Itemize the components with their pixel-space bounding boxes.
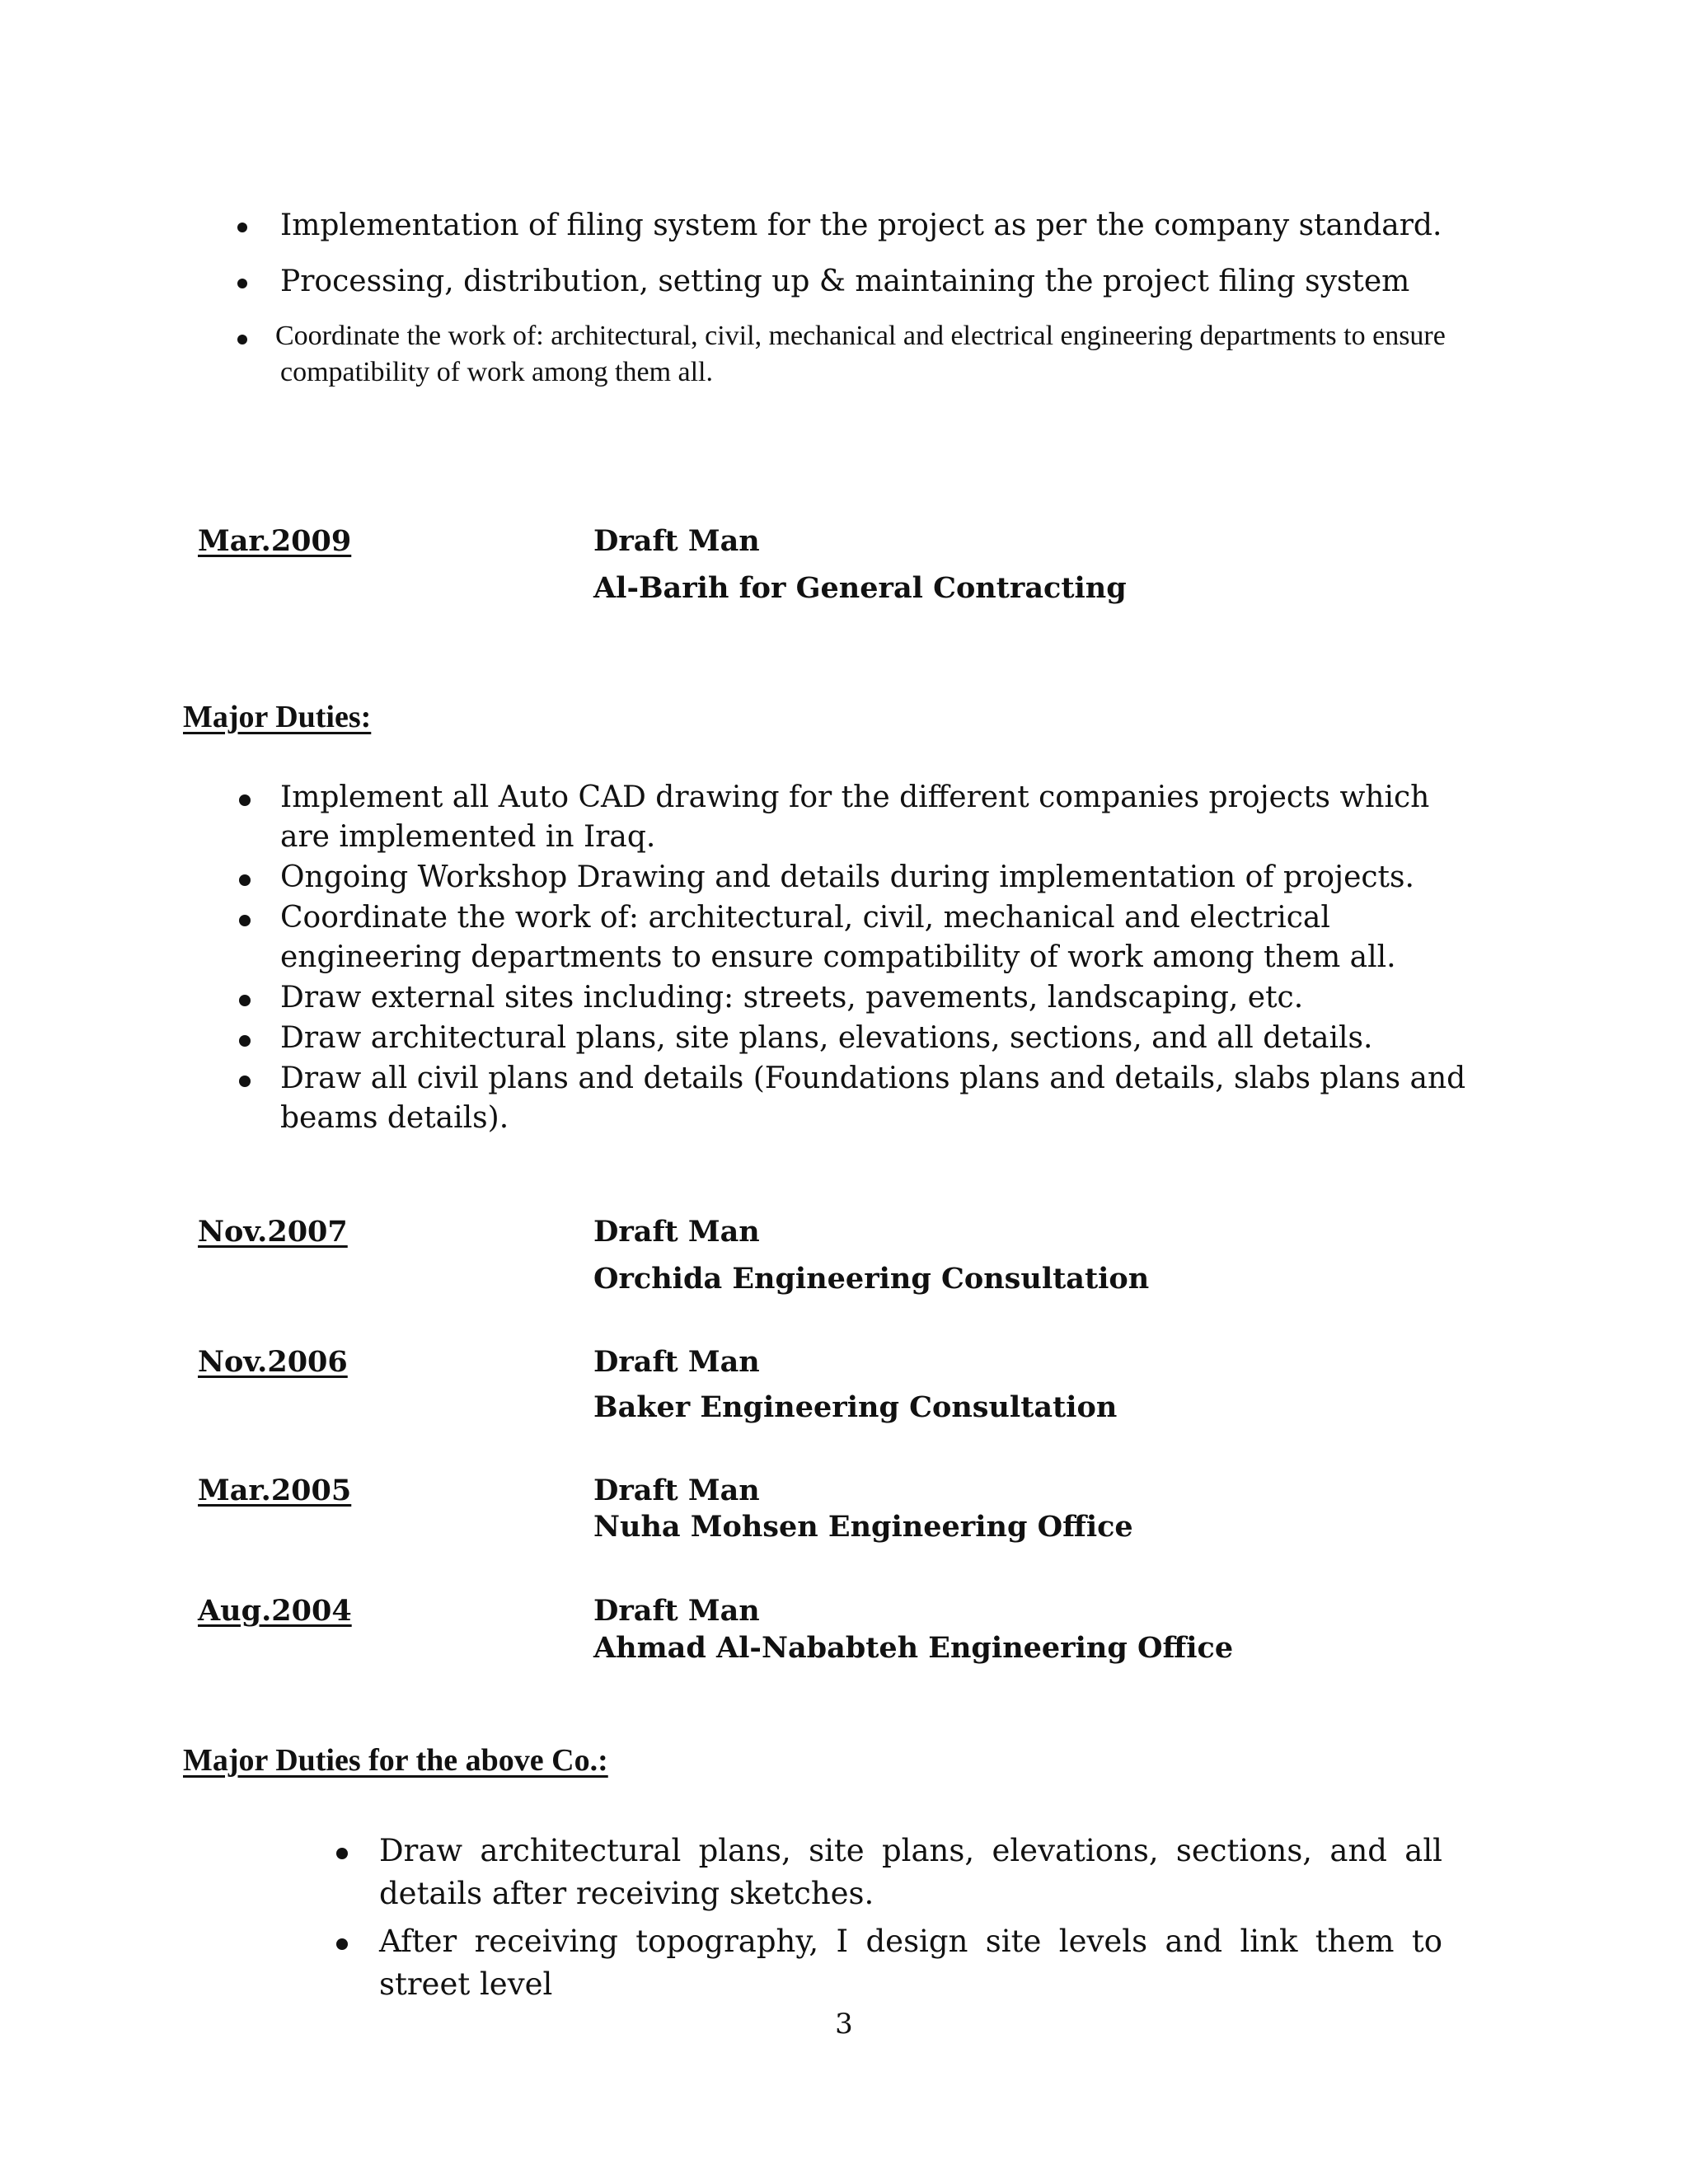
list-item bbox=[280, 206, 1467, 246]
job-date: Nov.2006 bbox=[198, 1345, 348, 1379]
bullet-icon bbox=[239, 995, 251, 1006]
major-duties-heading: Major Duties: bbox=[183, 700, 372, 734]
list-item-text: Coordinate the work of: architectural, civil, mechanical and electrical engineering departments to ensure compatibility of work among them all. bbox=[275, 321, 1446, 387]
list-item-text: Implementation of filing system for the project as per the company standard. bbox=[280, 209, 1442, 242]
job-company: Ahmad Al-Nababteh Engineering Office bbox=[593, 1631, 1234, 1665]
job-date: Nov.2007 bbox=[198, 1215, 348, 1249]
bullet-icon bbox=[239, 874, 251, 886]
job-title: Draft Man bbox=[593, 1474, 760, 1507]
job-title: Draft Man bbox=[593, 1215, 760, 1249]
list-item bbox=[280, 1059, 1467, 1138]
list-item bbox=[379, 1920, 1442, 2006]
top-bullet-list bbox=[275, 206, 1467, 407]
list-item-text: Draw architectural plans, site plans, elevations, sections, and all details. bbox=[280, 1021, 1373, 1055]
list-item-text: Ongoing Workshop Drawing and details during implementation of projects. bbox=[280, 860, 1414, 894]
list-item bbox=[280, 778, 1467, 857]
list-item bbox=[379, 1830, 1442, 1915]
list-item-text: Draw architectural plans, site plans, elevations, sections, and all details after receiving sketches. bbox=[379, 1833, 1442, 1911]
above-duties-list bbox=[379, 1830, 1442, 2011]
job-title: Draft Man bbox=[593, 524, 760, 558]
list-item bbox=[280, 898, 1467, 977]
list-item-text: Implement all Auto CAD drawing for the different companies projects which are implemented in Iraq. bbox=[280, 780, 1430, 854]
list-item-text: Coordinate the work of: architectural, civil, mechanical and electrical engineering departments to ensure compatibility of work among them all. bbox=[280, 901, 1396, 974]
bullet-icon bbox=[239, 1035, 251, 1047]
bullet-icon bbox=[237, 279, 247, 288]
job-company: Nuha Mohsen Engineering Office bbox=[593, 1510, 1133, 1544]
list-item-text: Draw all civil plans and details (Foundations plans and details, slabs plans and beams details). bbox=[280, 1062, 1466, 1135]
bullet-icon bbox=[239, 1076, 251, 1087]
bullet-icon bbox=[239, 794, 251, 806]
job-company: Orchida Engineering Consultation bbox=[593, 1262, 1150, 1296]
job-date: Mar.2009 bbox=[198, 524, 352, 558]
list-item-text: Processing, distribution, setting up & maintaining the project filing system bbox=[280, 265, 1410, 298]
job-title: Draft Man bbox=[593, 1345, 760, 1379]
job-date: Mar.2005 bbox=[198, 1474, 352, 1507]
list-item-text: After receiving topography, I design site levels and link them to street level bbox=[379, 1924, 1442, 2002]
above-duties-heading: Major Duties for the above Co.: bbox=[183, 1743, 608, 1778]
major-duties-list bbox=[280, 778, 1467, 1139]
list-item bbox=[280, 262, 1467, 302]
list-item bbox=[280, 858, 1467, 898]
job-title: Draft Man bbox=[593, 1594, 760, 1628]
list-item bbox=[280, 978, 1467, 1018]
job-company: Al-Barih for General Contracting bbox=[593, 571, 1127, 605]
bullet-icon bbox=[239, 915, 251, 926]
bullet-icon bbox=[237, 335, 247, 344]
job-company: Baker Engineering Consultation bbox=[593, 1390, 1118, 1424]
bullet-icon bbox=[336, 1848, 348, 1859]
bullet-icon bbox=[237, 223, 247, 232]
list-item bbox=[275, 318, 1467, 391]
list-item-text: Draw external sites including: streets, pavements, landscaping, etc. bbox=[280, 981, 1304, 1015]
bullet-icon bbox=[336, 1938, 348, 1950]
job-date: Aug.2004 bbox=[198, 1594, 352, 1628]
list-item bbox=[280, 1019, 1467, 1058]
page-number: 3 bbox=[835, 2008, 853, 2041]
